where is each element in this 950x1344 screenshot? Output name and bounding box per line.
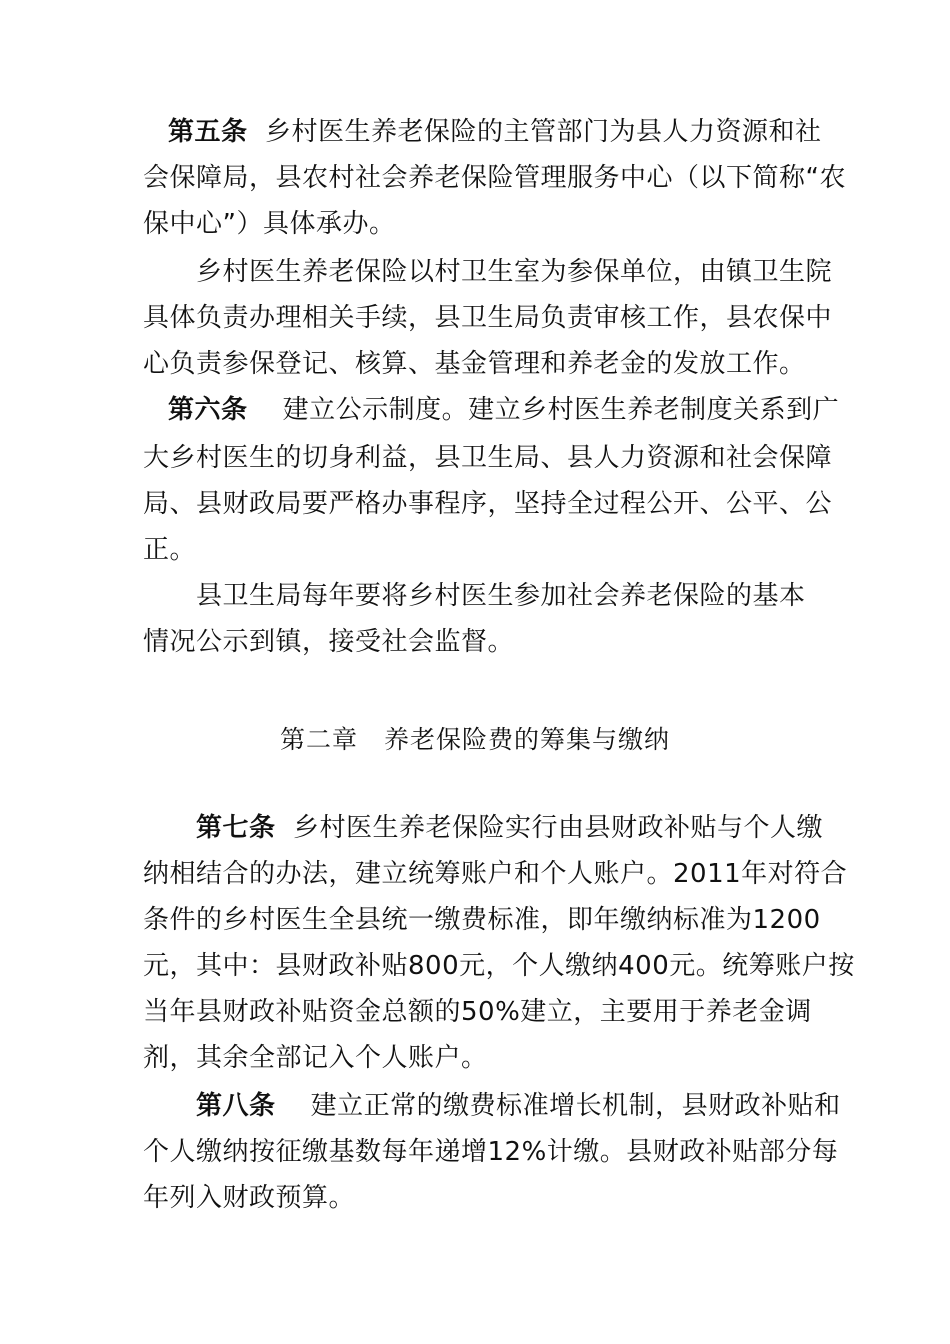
article-5-line-2: 会保障局，县农村社会养老保险管理服务中心（以下简称“农 — [143, 163, 846, 193]
article-7-number: 第七条 — [196, 813, 276, 843]
article-6-para2-line-1: 县卫生局每年要将乡村医生参加社会养老保险的基本 — [196, 581, 806, 611]
article-5-text: 乡村医生养老保险的主管部门为县人力资源和社 — [265, 117, 822, 147]
chapter-heading: 第二章 养老保险费的筹集与缴纳 — [279, 725, 670, 754]
article-5-para2-line-1: 乡村医生养老保险以村卫生室为参保单位，由镇卫生院 — [196, 257, 833, 287]
article-7-line-2: 纳相结合的办法，建立统筹账户和个人账户。2011年对符合 — [143, 859, 848, 889]
article-5-para2-line-3: 心负责参保登记、核算、基金管理和养老金的发放工作。 — [143, 349, 806, 379]
article-6-text: 建立公示制度。建立乡村医生养老制度关系到广 — [282, 395, 840, 425]
article-8-line-2: 个人缴纳按征缴基数每年递增12%计缴。县财政补贴部分每 — [143, 1137, 839, 1167]
article-6-line-3: 局、县财政局要严格办事程序，坚持全过程公开、公平、公 — [143, 489, 833, 519]
article-8-line-3: 年列入财政预算。 — [143, 1183, 356, 1213]
article-8-number: 第八条 — [196, 1091, 276, 1121]
article-7-line-1 — [196, 812, 866, 844]
article-6-line-2: 大乡村医生的切身利益，县卫生局、县人力资源和社会保障 — [143, 443, 833, 473]
article-5-number: 第五条 — [168, 117, 248, 147]
article-6-para2-line-2: 情况公示到镇，接受社会监督。 — [143, 627, 515, 657]
article-8-text: 建立正常的缴费标准增长机制，县财政补贴和 — [310, 1091, 841, 1121]
article-7-line-6: 剂，其余全部记入个人账户。 — [143, 1043, 488, 1073]
article-7-line-3: 条件的乡村医生全县统一缴费标准，即年缴纳标准为1200 — [143, 905, 821, 935]
article-7-text: 乡村医生养老保险实行由县财政补贴与个人缴 — [293, 813, 824, 843]
article-6-line-4: 正。 — [143, 535, 197, 565]
article-5-line-1 — [168, 116, 838, 148]
article-8-line-1 — [196, 1090, 866, 1122]
article-6-line-1 — [168, 394, 838, 426]
article-5-para2-line-2: 具体负责办理相关手续，县卫生局负责审核工作，县农保中 — [143, 303, 833, 333]
article-7-line-4: 元，其中：县财政补贴800元，个人缴纳400元。统筹账户按 — [143, 951, 855, 981]
article-6-number: 第六条 — [168, 395, 248, 425]
article-7-line-5: 当年县财政补贴资金总额的50%建立，主要用于养老金调 — [143, 997, 812, 1027]
article-5-line-3: 保中心”）具体承办。 — [143, 209, 396, 239]
